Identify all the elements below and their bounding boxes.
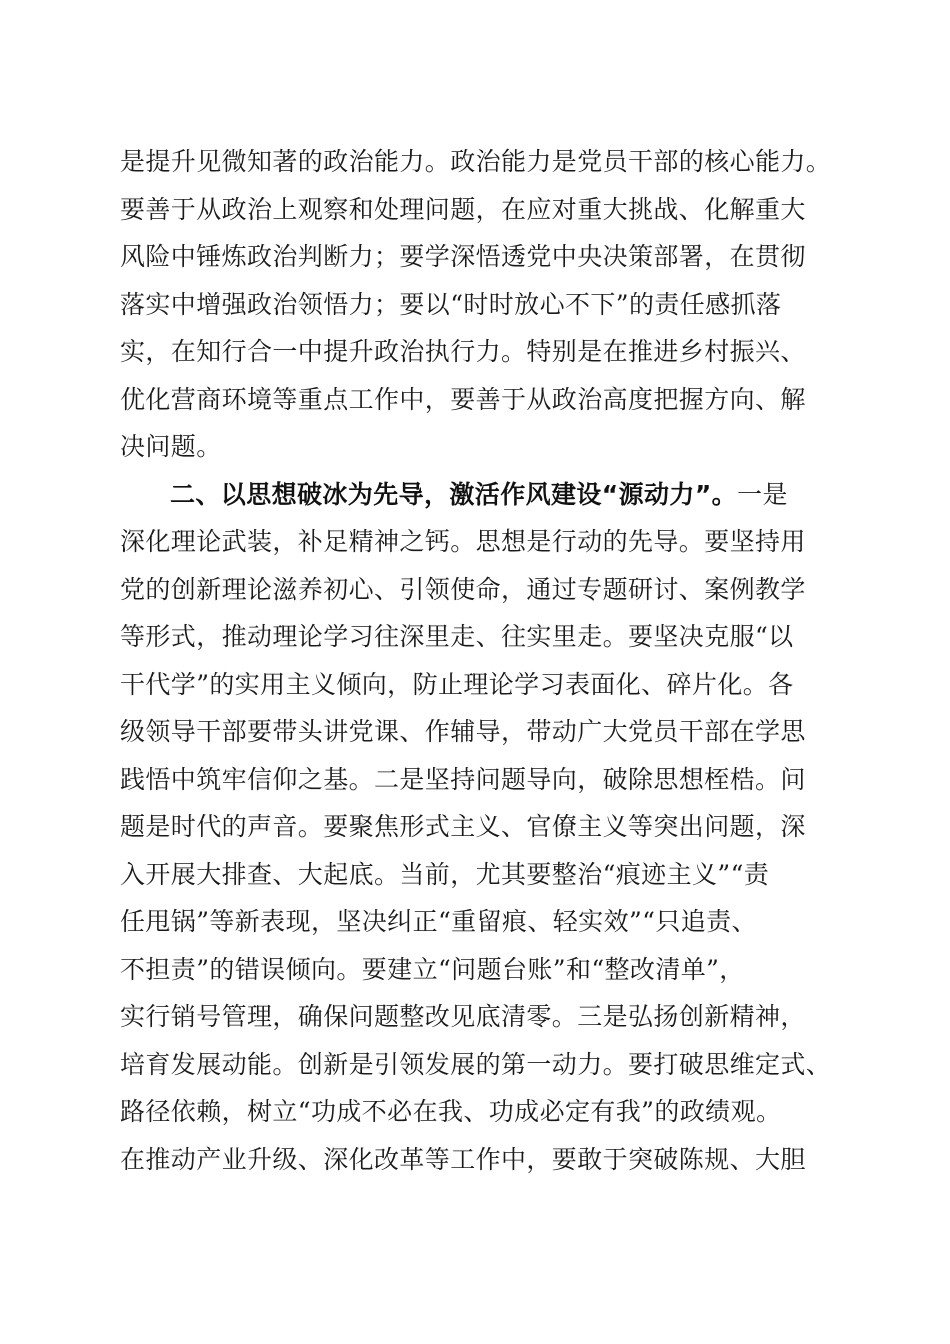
text-line: 干代学”的实用主义倾向，防止理论学习表面化、碎片化。各 xyxy=(120,669,794,699)
text-line: 题是时代的声音。要聚焦形式主义、官僚主义等突出问题，深 xyxy=(120,812,806,841)
text-line: 实，在知行合一中提升政治执行力。特别是在推进乡村振兴、 xyxy=(120,337,806,366)
text-line: 不担责”的错误倾向。要建立“问题台账”和“整改清单”， xyxy=(120,954,745,984)
text-line: 要善于从政治上观察和处理问题，在应对重大挑战、化解重大 xyxy=(120,194,806,224)
section-2 xyxy=(120,471,840,1184)
text-line: 级领导干部要带头讲党课、作辅导，带动广大党员干部在学思 xyxy=(120,717,806,746)
text-line: 等形式，推动理论学习往深里走、往实里走。要坚决克服“以 xyxy=(120,622,794,651)
text-line: 风险中锤炼政治判断力；要学深悟透党中央决策部署，在贯彻 xyxy=(120,242,806,271)
text-line: 培育发展动能。创新是引领发展的第一动力。要打破思维定式、 xyxy=(120,1049,832,1079)
text-line: 深化理论武装，补足精神之钙。思想是行动的先导。要坚持用 xyxy=(120,527,806,556)
body-text xyxy=(120,138,840,1183)
text-line: 落实中增强政治领悟力；要以“时时放心不下”的责任感抓落 xyxy=(120,289,782,319)
heading-tail: 一是 xyxy=(737,479,788,509)
text-line: 实行销号管理，确保问题整改见底清零。三是弘扬创新精神， xyxy=(120,1002,806,1031)
section-heading-line xyxy=(120,471,840,519)
text-line: 在推动产业升级、深化改革等工作中，要敢于突破陈规、大胆 xyxy=(120,1144,806,1174)
paragraph-1 xyxy=(120,138,840,471)
text-line: 任甩锅”等新表现，坚决纠正“重留痕、轻实效”“只追责、 xyxy=(120,907,757,936)
text-line: 路径依赖，树立“功成不必在我、功成必定有我”的政绩观。 xyxy=(120,1097,782,1126)
text-line: 践悟中筑牢信仰之基。二是坚持问题导向，破除思想桎梏。问 xyxy=(120,764,806,794)
text-line: 是提升见微知著的政治能力。政治能力是党员干部的核心能力。 xyxy=(120,147,832,176)
text-line: 决问题。 xyxy=(120,432,222,461)
text-line: 优化营商环境等重点工作中，要善于从政治高度把握方向、解 xyxy=(120,384,806,414)
text-line: 党的创新理论滋养初心、引领使命，通过专题研讨、案例教学 xyxy=(120,574,806,604)
section-heading: 二、以思想破冰为先导，激活作风建设“源动力”。 xyxy=(170,479,738,509)
text-line: 入开展大排查、大起底。当前，尤其要整治“痕迹主义”“责 xyxy=(120,859,770,889)
